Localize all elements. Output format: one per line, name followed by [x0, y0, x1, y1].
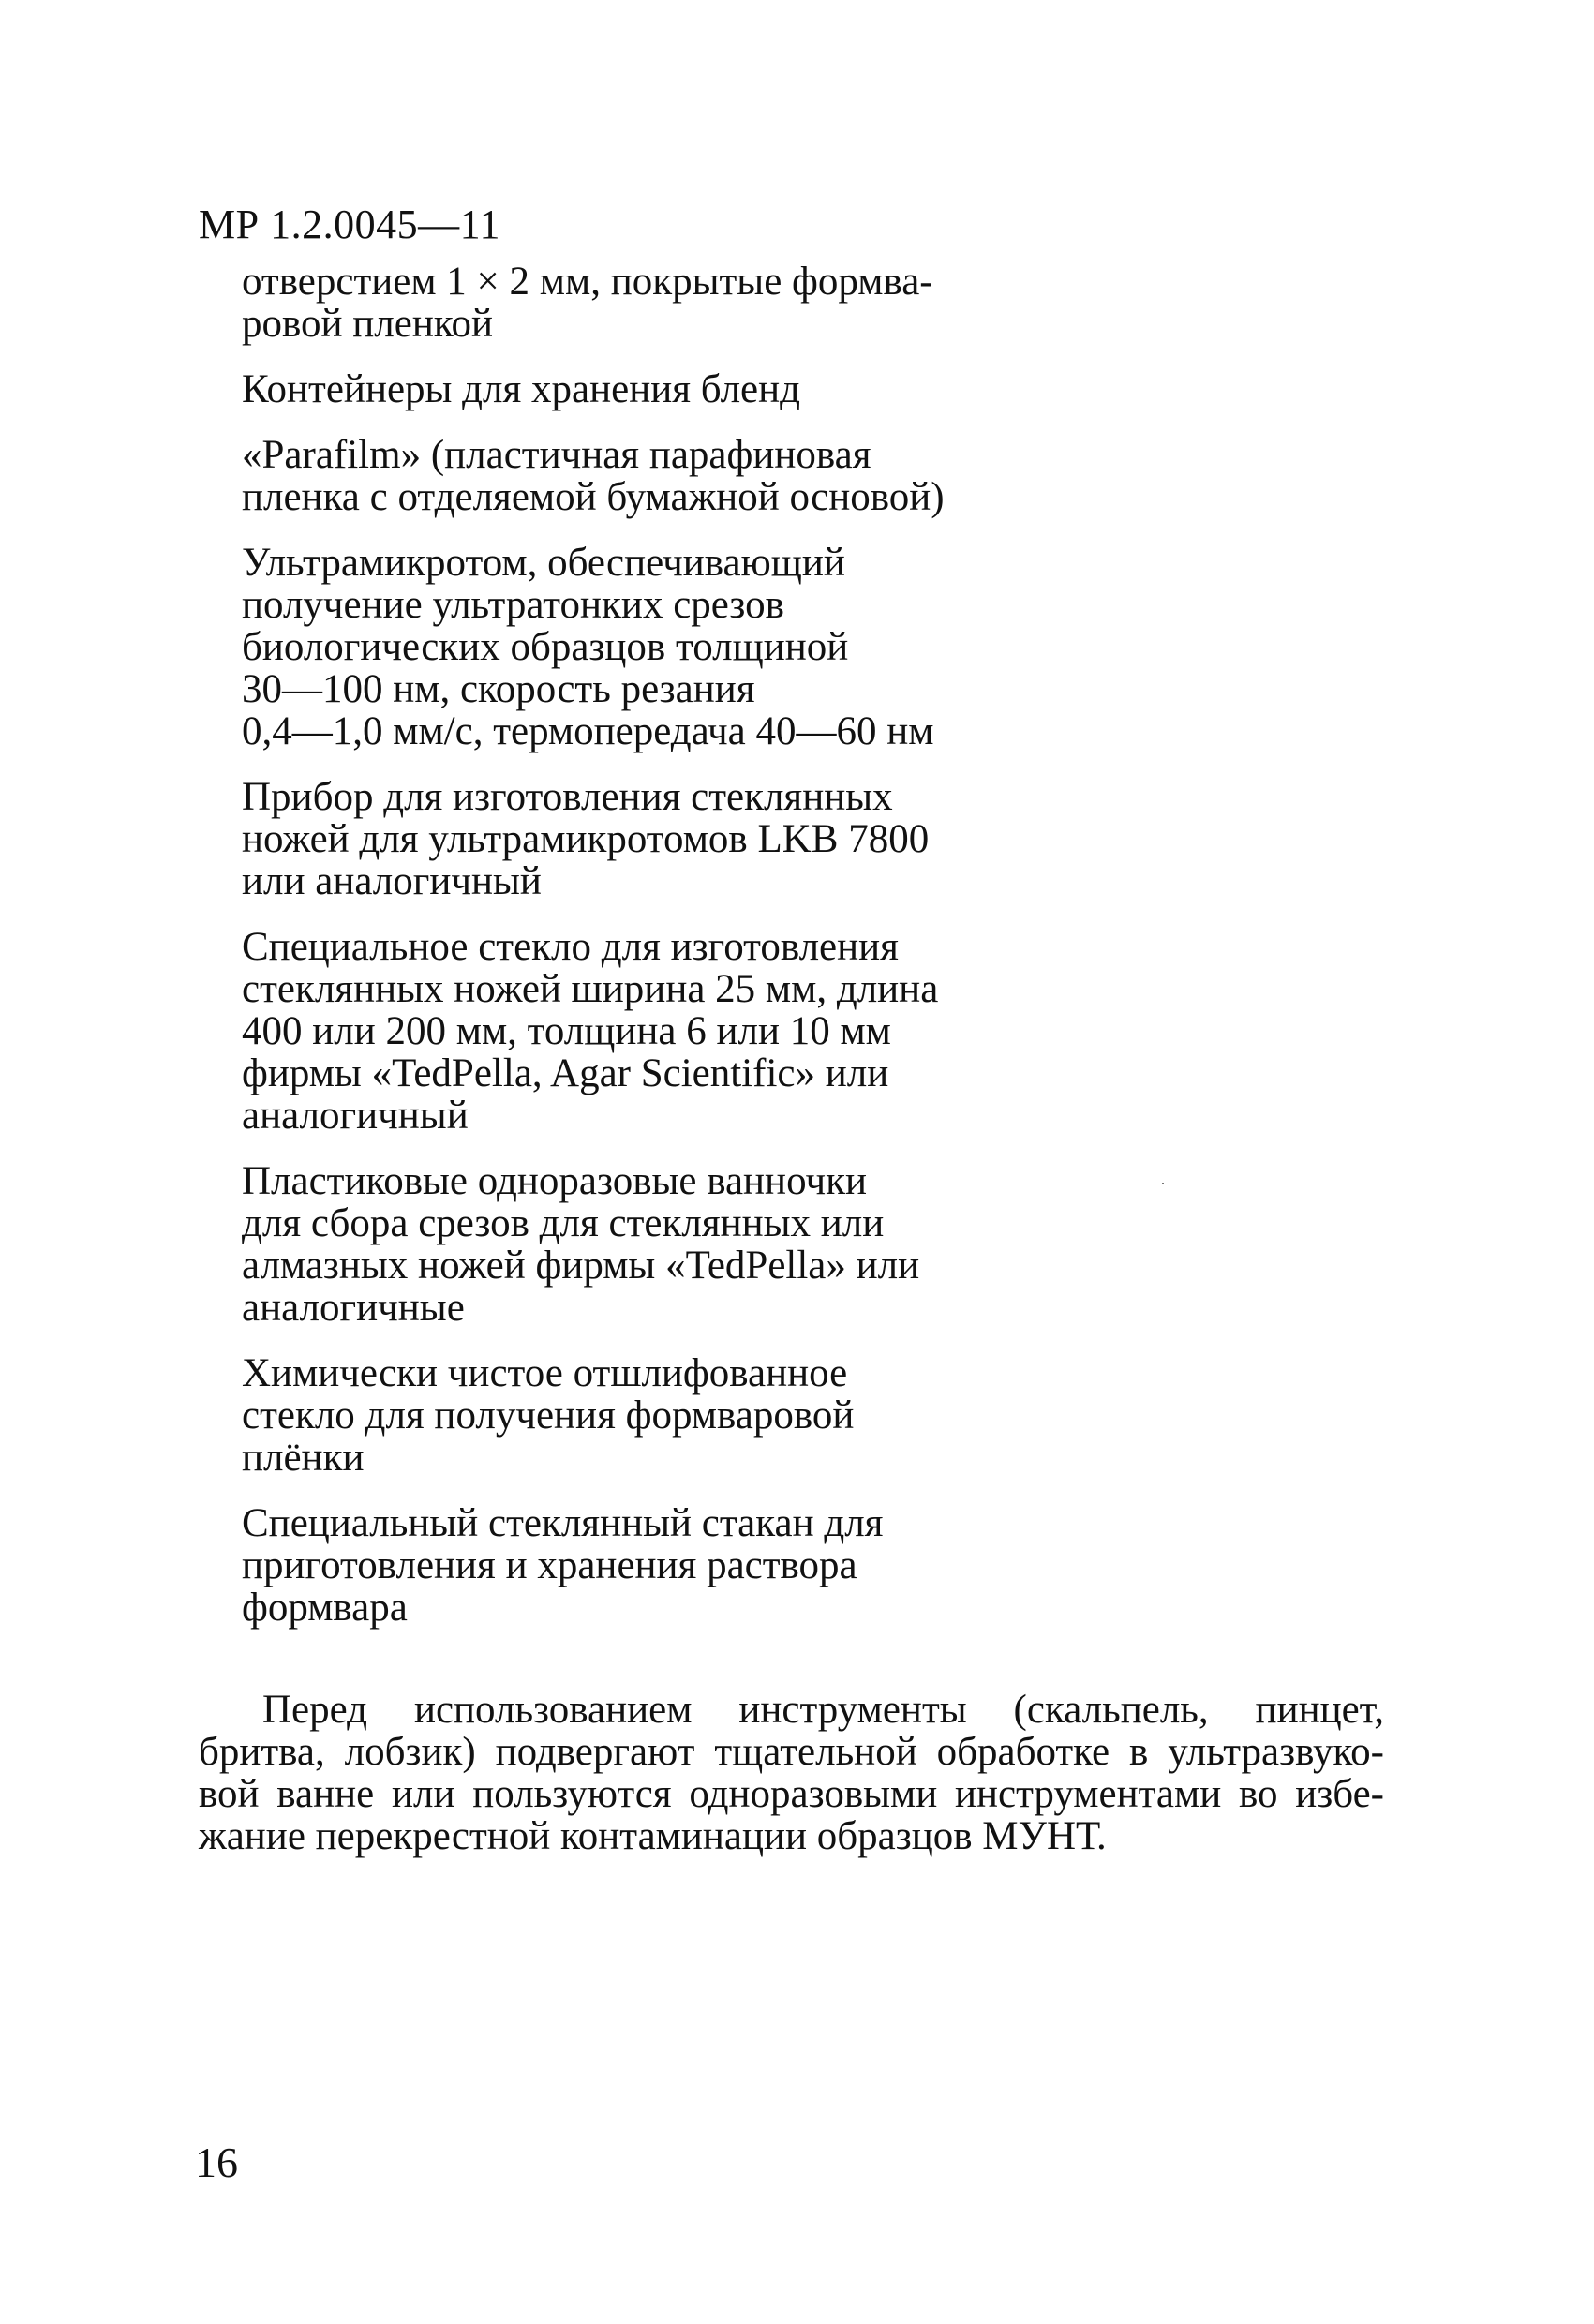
item-line: аналогичный [242, 1094, 469, 1138]
item-line: «Parafilm» (пластичная парафиновая [242, 433, 871, 477]
item-line: для сбора срезов для стеклянных или [242, 1201, 885, 1245]
item-line: 400 или 200 мм, толщина 6 или 10 мм [242, 1009, 891, 1053]
paragraph-line: жание перекрестной контаминации образцов МУНТ. [199, 1814, 1107, 1858]
scan-speck [1162, 1183, 1164, 1184]
item-line: Контейнеры для хранения бленд [242, 367, 801, 411]
item-line: или аналогичный [242, 859, 542, 903]
item-line: Пластиковые одноразовые ванночки [242, 1159, 867, 1203]
item-line: алмазных ножей фирмы «TedPella» или [242, 1244, 920, 1288]
item-line: стеклянных ножей ширина 25 мм, длина [242, 967, 939, 1011]
body-paragraph [199, 1689, 1384, 1857]
list-item [242, 776, 991, 902]
item-line: фирмы «TedPella, Agar Scientific» или [242, 1051, 889, 1095]
equipment-list [242, 261, 991, 1652]
list-item [242, 1502, 991, 1629]
item-line: Специальный стеклянный стакан для [242, 1501, 884, 1545]
list-item [242, 368, 991, 410]
list-item [242, 1160, 991, 1329]
item-line: формвара [242, 1586, 408, 1630]
item-line: ровой пленкой [242, 302, 494, 346]
item-line: биологических образцов толщиной [242, 625, 849, 669]
item-line: Прибор для изготовления стеклянных [242, 775, 893, 819]
list-item [242, 1352, 991, 1479]
paragraph-line: Перед использованием инструменты (скальпель, пинцет, [262, 1688, 1384, 1732]
item-line: Химически чистое отшлифованное [242, 1351, 848, 1395]
item-line: получение ультратонких срезов [242, 583, 784, 627]
list-item [242, 542, 991, 752]
item-line: отверстием 1 × 2 мм, покрытые формва- [242, 260, 933, 304]
list-item [242, 926, 991, 1137]
page-number: 16 [195, 2138, 238, 2186]
list-item [242, 261, 991, 345]
item-line: стекло для получения формваровой [242, 1393, 855, 1438]
item-line: приготовления и хранения раствора [242, 1543, 857, 1587]
paragraph-line: вой ванне или пользуются одноразовыми инструментами во избе- [199, 1772, 1384, 1816]
item-line: 30—100 нм, скорость резания [242, 667, 755, 711]
paragraph-line: бритва, лобзик) подвергают тщательной обработке в ультразвуко- [199, 1730, 1384, 1774]
item-line: Специальное стекло для изготовления [242, 925, 899, 969]
item-line: аналогичные [242, 1286, 465, 1330]
list-item [242, 434, 991, 518]
document-code: МР 1.2.0045—11 [199, 201, 500, 247]
item-line: 0,4—1,0 мм/с, термопередача 40—60 нм [242, 709, 934, 753]
item-line: пленка с отделяемой бумажной основой) [242, 475, 945, 519]
item-line: плёнки [242, 1436, 365, 1480]
item-line: ножей для ультрамикротомов LKB 7800 [242, 817, 930, 861]
item-line: Ультрамикротом, обеспечивающий [242, 541, 845, 585]
